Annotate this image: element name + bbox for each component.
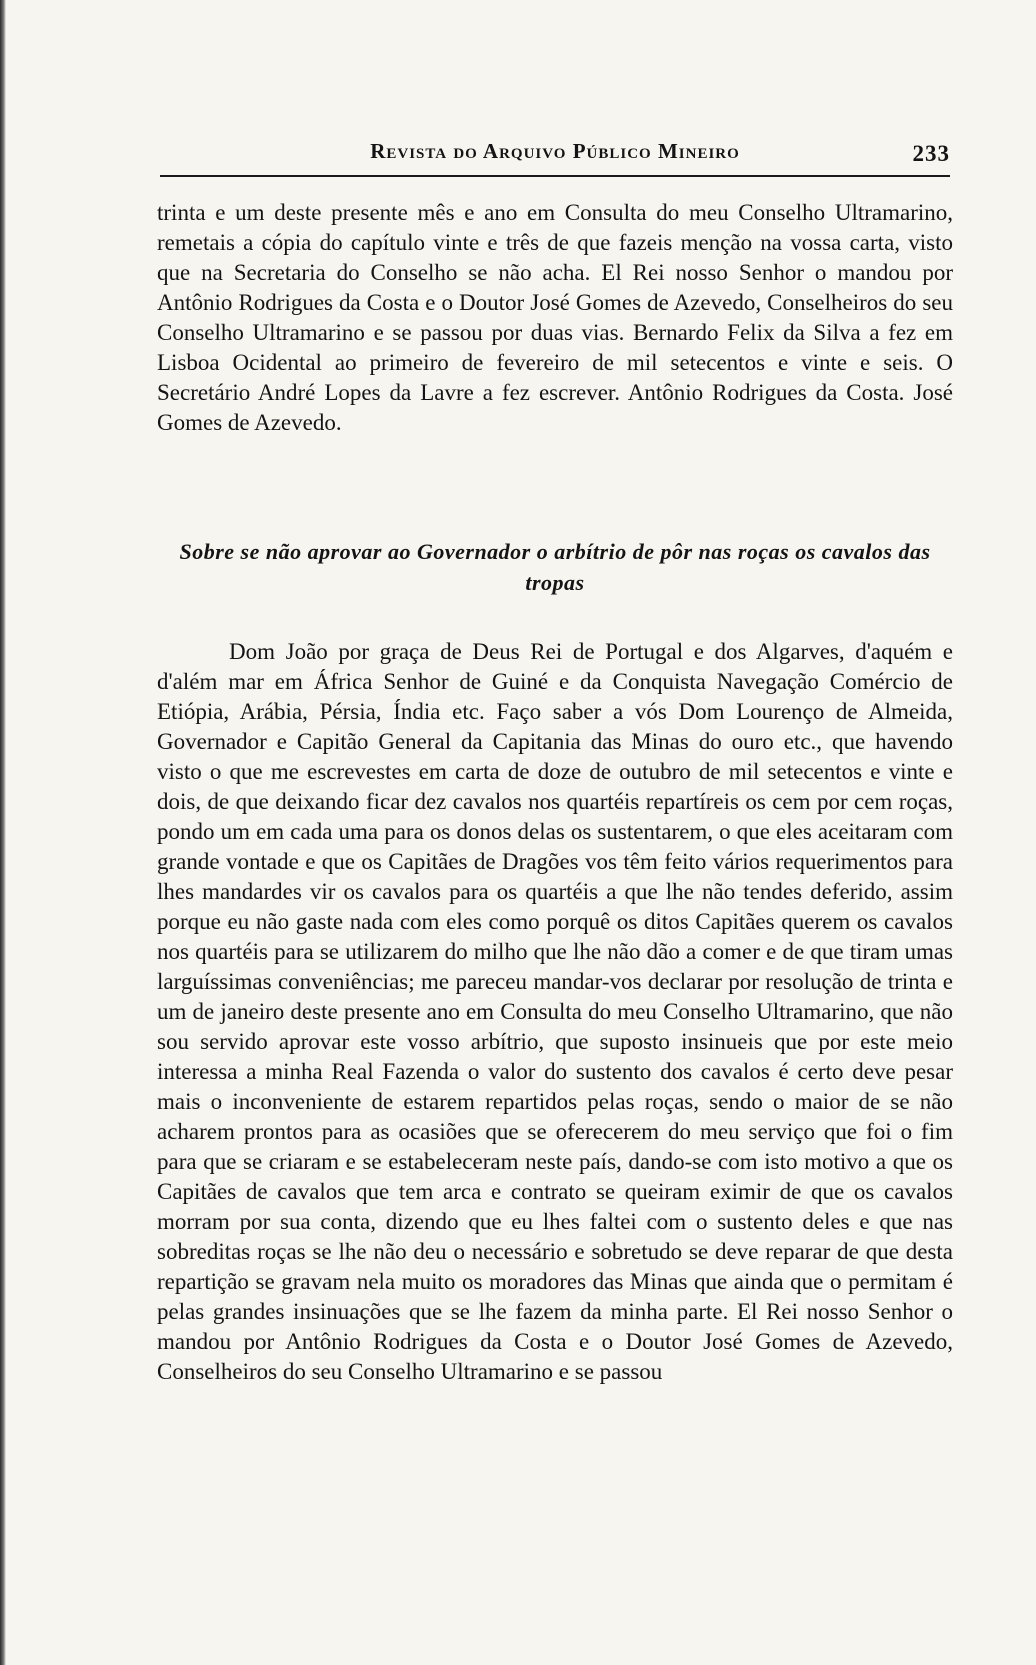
section-heading: Sobre se não aprovar ao Governador o arbítrio de pôr nas roças os cavalos das tropas	[179, 539, 931, 595]
journal-title: Revista do Arquivo Público Mineiro	[370, 139, 740, 163]
paragraph-royal-letter: Dom João por graça de Deus Rei de Portugal e dos Algarves, d'aquém e d'além mar em África Senhor de Guiné e da Conquista Navegação Comércio de Etiópia, Arábia, Pérsia, Índia etc. Faço saber a vós Dom Lourenço de Almeida, Governador e Capitão General da Capitania das Minas do ouro etc., que havendo visto o que me escrevestes em carta de doze de outubro de mil setecentos e vinte e dois, de que deixando ficar dez cavalos nos quartéis repartíreis os cem por cem roças, pondo um em cada uma para os donos delas os sustentarem, o que eles aceitaram com grande vontade e que os Capitães de Dragões vos têm feito vários requerimentos para lhes mandardes vir os cavalos para os quartéis a que lhe não tendes deferido, assim porque eu não gaste nada com eles como porquê os ditos Capitães querem os cavalos nos quartéis para se utilizarem do milho que lhe não dão a comer e de que tiram umas larguíssimas conveniências; me pareceu mandar-vos declarar por resolução de trinta e um de janeiro deste presente ano em Consulta do meu Conselho Ultramarino, que não sou servido aprovar este vosso arbítrio, que suposto insinueis que por este meio interessa a minha Real Fazenda o valor do sustento dos cavalos é certo deve pesar mais o inconveniente de estarem repartidos pelas roças, sendo o maior de se não acharem prontos para as ocasiões que se oferecerem do meu serviço que foi o fim para que se criaram e se estabeleceram neste país, dando-se com isto motivo a que os Capitães de cavalos que tem arca e contrato se queiram eximir de que os cavalos morram por sua conta, dizendo que eu lhes faltei com o sustento deles e que nas sobreditas roças se lhe não deu o necessário e sobretudo se deve reparar de que desta repartição se gravam nela muito os moradores das Minas que ainda que o permitam é pelas grandes insinuações que se lhe fazem da minha parte. El Rei nosso Senhor o mandou por Antônio Rodrigues da Costa e o Doutor José Gomes de Azevedo, Conselheiros do seu Conselho Ultramarino e se passou	[157, 639, 953, 1384]
paragraph-continuation: trinta e um deste presente mês e ano em Consulta do meu Conselho Ultramarino, remetais a cópia do capítulo vinte e três de que fazeis menção na vossa carta, visto que na Secretaria do Conselho se não acha. El Rei nosso Senhor o mandou por Antônio Rodrigues da Costa e o Doutor José Gomes de Azevedo, Conselheiros do seu Conselho Ultramarino e se passou por duas vias. Bernardo Felix da Silva a fez em Lisboa Ocidental ao primeiro de fevereiro de mil setecentos e vinte e seis. O Secretário André Lopes da Lavre a fez escrever. Antônio Rodrigues da Costa. José Gomes de Azevedo.	[157, 200, 953, 435]
header-rule	[160, 175, 950, 177]
page-binding-edge	[0, 0, 6, 1665]
running-header	[160, 133, 950, 177]
page-number: 233	[912, 141, 950, 166]
